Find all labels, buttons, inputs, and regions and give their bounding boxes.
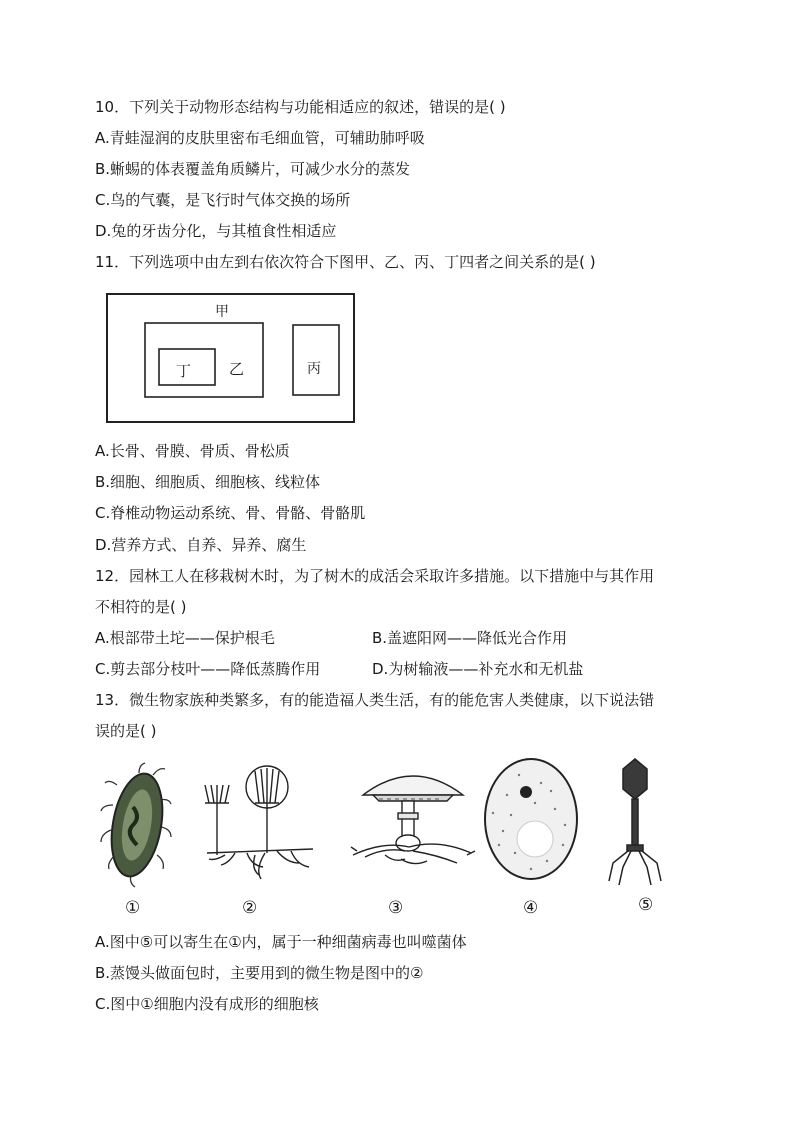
q10-option-c: C.鸟的气囊，是飞行时气体交换的场所 [95, 191, 351, 209]
bacterium-icon [101, 763, 171, 887]
q12-option-a: A.根部带土坨——保护根毛 [95, 629, 275, 647]
q12-stem-line1: 12．园林工人在移栽树木时，为了树木的成活会采取许多措施。以下措施中与其作用 [95, 567, 655, 585]
figure-label-5: ⑤ [638, 895, 654, 915]
q13-option-c: C.图中①细胞内没有成形的细胞核 [95, 995, 319, 1013]
q11-option-a: A.长骨、骨膜、骨质、骨松质 [95, 442, 290, 460]
label-bing: 丙 [307, 361, 321, 377]
q13-stem-line1: 13．微生物家族种类繁多，有的能造福人类生活，有的能危害人类健康，以下说法错 [95, 691, 655, 709]
q10-stem: 10．下列关于动物形态结构与功能相适应的叙述，错误的是( ) [95, 98, 506, 116]
q10-option-a: A.青蛙湿润的皮肤里密布毛细血管，可辅助肺呼吸 [95, 129, 425, 147]
figure-label-2: ② [242, 898, 258, 918]
q11-stem: 11．下列选项中由左到右依次符合下图甲、乙、丙、丁四者之间关系的是( ) [95, 253, 596, 271]
q12-option-c: C.剪去部分枝叶——降低蒸腾作用 [95, 660, 321, 678]
label-jia: 甲 [215, 304, 229, 320]
q12-option-b: B.盖遮阳网——降低光合作用 [372, 629, 568, 647]
label-yi: 乙 [229, 360, 245, 378]
label-ding: 丁 [176, 362, 192, 380]
mushroom-icon [351, 776, 475, 864]
q12-option-d: D.为树输液——补充水和无机盐 [372, 660, 584, 678]
q12-stem-line2: 不相符的是( ) [95, 598, 187, 616]
q11-option-b: B.细胞、细胞质、细胞核、线粒体 [95, 473, 321, 491]
q13-stem-line2: 误的是( ) [95, 722, 157, 740]
bacteriophage-icon [609, 759, 661, 885]
q13-option-b: B.蒸馒头做面包时，主要用到的微生物是图中的② [95, 964, 424, 982]
q11-option-d: D.营养方式、自养、异养、腐生 [95, 536, 307, 554]
q10-option-b: B.蜥蜴的体表覆盖角质鳞片，可减少水分的蒸发 [95, 160, 411, 178]
box-yi [145, 323, 263, 397]
figure-label-3: ③ [388, 898, 404, 918]
figure-label-1: ① [125, 898, 141, 918]
q10-option-d: D.兔的牙齿分化，与其植食性相适应 [95, 222, 337, 240]
mold-icon [205, 766, 313, 879]
microorganism-figure [95, 755, 675, 900]
q11-option-c: C.脊椎动物运动系统、骨、骨骼、骨骼肌 [95, 504, 366, 522]
figure-label-4: ④ [523, 898, 539, 918]
box-jia [107, 294, 354, 422]
q13-option-a: A.图中⑤可以寄生在①内，属于一种细菌病毒也叫噬菌体 [95, 933, 467, 951]
yeast-icon [485, 759, 577, 879]
